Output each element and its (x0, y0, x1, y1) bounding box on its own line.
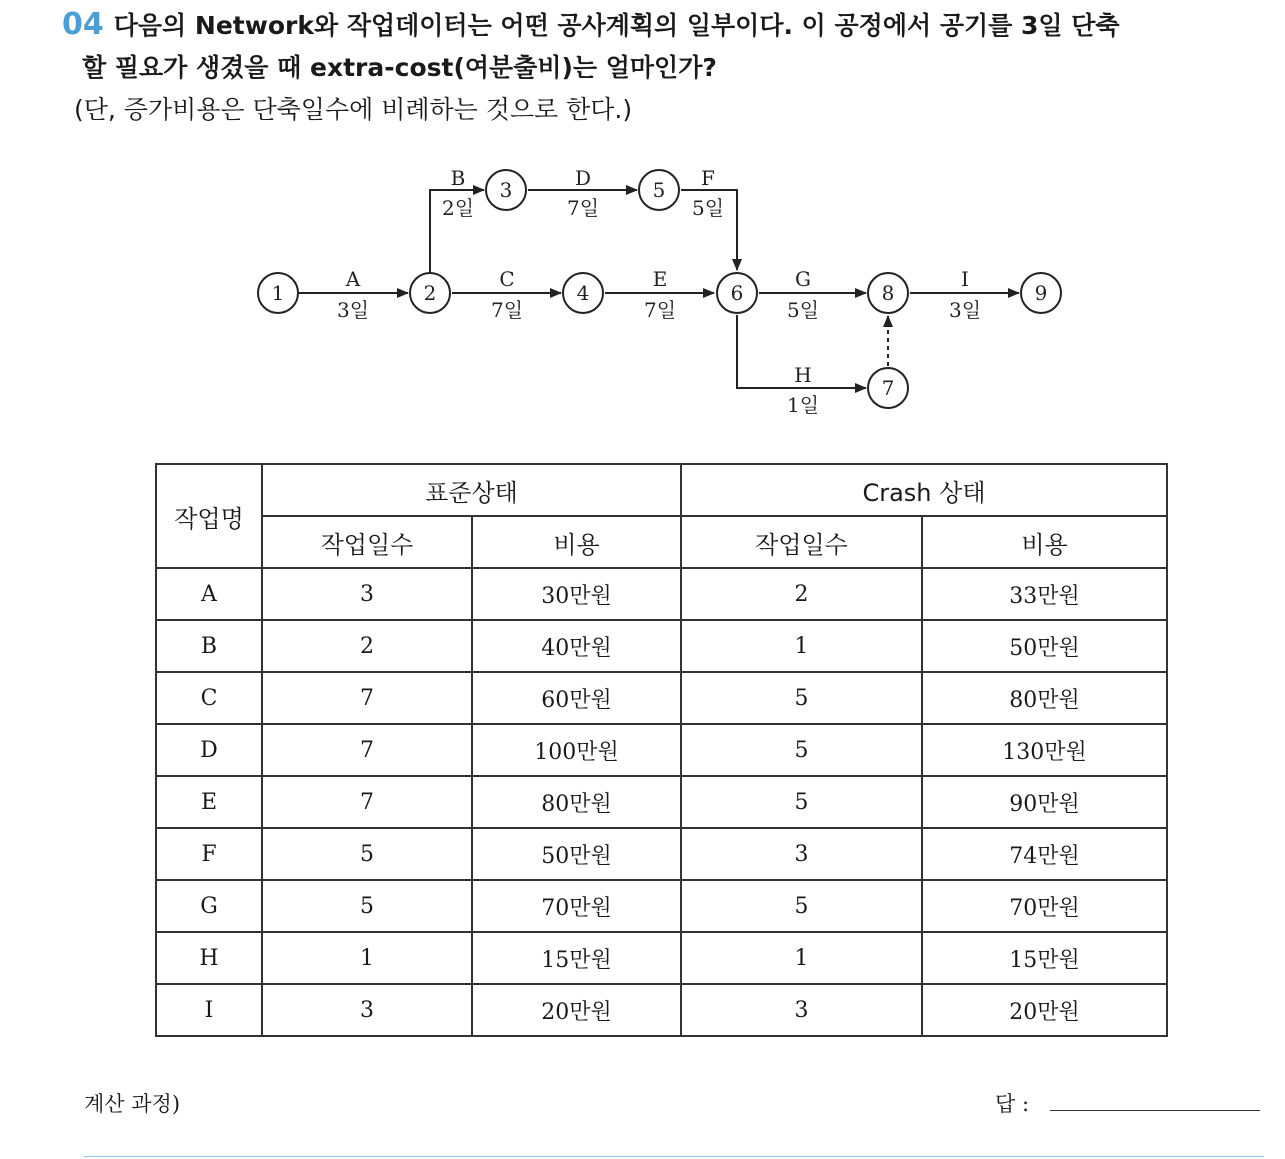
answer-label: 답 : (995, 1092, 1030, 1116)
table-row (156, 828, 1167, 880)
question-text-1: 다음의 Network와 작업데이터는 어떤 공사계획의 일부이다. 이 공정에서 공기를 3일 단축 (113, 11, 1120, 40)
cell-task: E (156, 776, 262, 828)
label-A-duration: 3일 (336, 298, 370, 322)
network-diagram (0, 150, 1285, 430)
cell-crash-days: 5 (681, 724, 922, 776)
cell-normal-cost: 80만원 (472, 776, 681, 828)
cell-crash-days: 5 (681, 880, 922, 932)
cell-normal-days: 7 (262, 776, 472, 828)
node-4 (563, 273, 603, 313)
answer-blank[interactable] (1050, 1110, 1260, 1111)
cell-crash-days: 2 (681, 568, 922, 620)
node-2-label: 2 (423, 281, 437, 305)
node-6 (717, 273, 757, 313)
node-7-label: 7 (881, 376, 895, 400)
header-crash-days: 작업일수 (681, 516, 922, 568)
calc-label: 계산 과정) (84, 1092, 181, 1116)
cell-task: H (156, 932, 262, 984)
cell-crash-days: 3 (681, 984, 922, 1036)
label-I-name: I (961, 267, 969, 291)
node-7 (868, 368, 908, 408)
node-9-label: 9 (1034, 281, 1048, 305)
label-D-duration: 7일 (566, 196, 600, 220)
cell-normal-days: 2 (262, 620, 472, 672)
cell-normal-days: 3 (262, 984, 472, 1036)
table-row (156, 880, 1167, 932)
question-number: 04 (62, 7, 104, 42)
table-row (156, 724, 1167, 776)
cell-normal-cost: 20만원 (472, 984, 681, 1036)
question-note: (단, 증가비용은 단축일수에 비례하는 것으로 한다.) (74, 95, 633, 124)
table-row (156, 932, 1167, 984)
question-line-2: 할 필요가 생겼을 때 extra-cost(여분출비)는 얼마인가? (82, 53, 717, 82)
label-E-name: E (652, 267, 668, 291)
label-G-name: G (795, 267, 811, 291)
cell-normal-cost: 40만원 (472, 620, 681, 672)
cell-crash-cost: 70만원 (922, 880, 1167, 932)
label-H-name: H (794, 363, 812, 387)
cell-crash-days: 5 (681, 776, 922, 828)
bottom-rule (84, 1156, 1264, 1157)
node-3-label: 3 (499, 178, 513, 202)
cell-crash-cost: 50만원 (922, 620, 1167, 672)
header-task: 작업명 (156, 464, 262, 568)
cell-normal-days: 7 (262, 724, 472, 776)
cell-crash-cost: 20만원 (922, 984, 1167, 1036)
node-5-label: 5 (652, 178, 666, 202)
table-row (156, 984, 1167, 1036)
table-row (156, 776, 1167, 828)
label-C-duration: 7일 (490, 298, 524, 322)
cell-task: D (156, 724, 262, 776)
cell-normal-cost: 15만원 (472, 932, 681, 984)
cell-normal-cost: 50만원 (472, 828, 681, 880)
cell-crash-cost: 90만원 (922, 776, 1167, 828)
question-header (62, 4, 1262, 131)
label-D-name: D (574, 166, 592, 190)
cell-crash-days: 5 (681, 672, 922, 724)
cell-task: C (156, 672, 262, 724)
cell-normal-cost: 60만원 (472, 672, 681, 724)
label-E-duration: 7일 (643, 298, 677, 322)
node-1 (258, 273, 298, 313)
cell-crash-cost: 80만원 (922, 672, 1167, 724)
cell-normal-cost: 100만원 (472, 724, 681, 776)
label-C-name: C (499, 267, 515, 291)
label-B-name: B (450, 166, 466, 190)
node-8 (868, 273, 908, 313)
header-crash: Crash 상태 (681, 464, 1167, 516)
cell-normal-cost: 30만원 (472, 568, 681, 620)
cell-crash-cost: 130만원 (922, 724, 1167, 776)
table-row (156, 672, 1167, 724)
header-normal: 표준상태 (262, 464, 681, 516)
node-9 (1021, 273, 1061, 313)
label-A-name: A (345, 267, 361, 291)
node-6-label: 6 (730, 281, 744, 305)
node-3 (486, 170, 526, 210)
cell-normal-days: 1 (262, 932, 472, 984)
cell-task: B (156, 620, 262, 672)
cell-normal-cost: 70만원 (472, 880, 681, 932)
label-F-name: F (701, 166, 715, 190)
cell-crash-days: 3 (681, 828, 922, 880)
cell-normal-days: 5 (262, 880, 472, 932)
cell-normal-days: 3 (262, 568, 472, 620)
cell-crash-cost: 15만원 (922, 932, 1167, 984)
cell-task: I (156, 984, 262, 1036)
table-row (156, 620, 1167, 672)
header-normal-cost: 비용 (472, 516, 681, 568)
header-crash-cost: 비용 (922, 516, 1167, 568)
node-4-label: 4 (576, 281, 590, 305)
cell-task: G (156, 880, 262, 932)
node-8-label: 8 (881, 281, 895, 305)
cell-task: A (156, 568, 262, 620)
node-1-label: 1 (271, 281, 285, 305)
question-line-1 (62, 4, 1262, 47)
cell-task: F (156, 828, 262, 880)
cell-crash-cost: 33만원 (922, 568, 1167, 620)
label-G-duration: 5일 (786, 298, 820, 322)
node-5 (639, 170, 679, 210)
cell-crash-days: 1 (681, 620, 922, 672)
cell-normal-days: 5 (262, 828, 472, 880)
node-2 (410, 273, 450, 313)
header-normal-days: 작업일수 (262, 516, 472, 568)
label-B-duration: 2일 (441, 196, 475, 220)
cell-crash-cost: 74만원 (922, 828, 1167, 880)
activity-data-table (155, 463, 1168, 1037)
table-row (156, 568, 1167, 620)
cell-crash-days: 1 (681, 932, 922, 984)
cell-normal-days: 7 (262, 672, 472, 724)
label-F-duration: 5일 (691, 196, 725, 220)
label-I-duration: 3일 (948, 298, 982, 322)
label-H-duration: 1일 (786, 393, 820, 417)
